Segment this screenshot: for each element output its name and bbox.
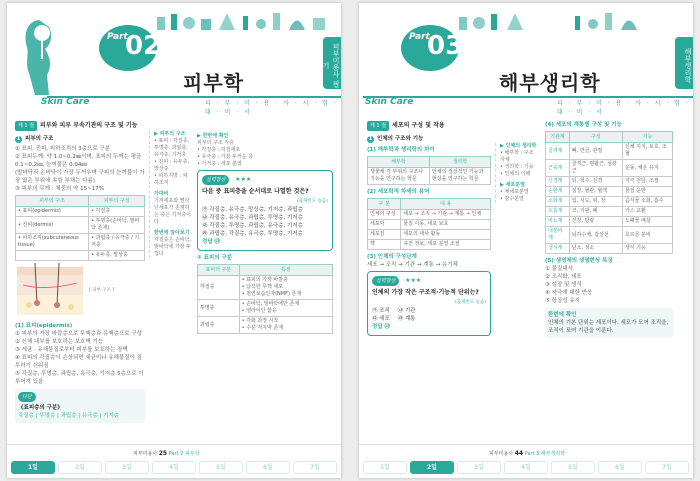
skin-structure-table: 피부의 구조 피부의 구성 • 표피(epidermis) • 각질층 • 진피(dermis) • 투명층(손바닥, 발바닥 존재) • 피하조직(subcutaneous tissue) • 과립층 / 유극층 / 기저층 • 유두층, 망상층 [15, 195, 145, 261]
chapter-side-tab: 해부생리학 [675, 37, 693, 89]
text-line: ① 표피, 진피, 피하조직의 3층으로 구분 [15, 146, 111, 152]
day-tab-4[interactable]: 4일 [152, 461, 196, 474]
skin-care-label: Skin Care [365, 97, 414, 107]
day-tabs [363, 461, 689, 474]
page-footer [359, 444, 693, 478]
day-tab-2[interactable]: 2일 [410, 461, 454, 474]
text-line: ⑤ 항상성 유지 [545, 298, 580, 304]
right-page [359, 3, 693, 478]
section-badge: 제 1 절 [15, 121, 37, 131]
subsection-heading: 1 인체의 구조와 기능 [368, 135, 424, 142]
section-title: 세포의 구성 및 작용 [392, 122, 445, 129]
cosmetics-decoration [157, 11, 333, 31]
practice-quiz: 실력향상 ★★★ 인체의 가장 작은 구조적·기능적 단위는? (출제빈도 높음) ㉮ 조직 ㉯ 기관 ㉰ 세포 ㉱ 계통 정답 ㉰ [367, 271, 491, 336]
table-row: 신경계 뇌, 척수, 신경 자극 전달, 조절 [546, 177, 673, 187]
right-column: (4) 세포의 계통별 구성 및 기능 기관계 구성 기능 골격계 뼈, 연골, 관절 신체 지지, 보호, 조혈 근육계 골격근, 평활근, 심장근 운동, 체온 유지 신경계 뇌, 척수, 신경 자극 전달, 조절 순환계 심장, 혈관, 혈액 물질 운반 소화계 입, 식도, 위, 장 음식물 소화, 흡수 호흡계 코, 기관, 폐 가스 교환 비뇨계 신장, 방광 노폐물 배설 내분비계 뇌하수체, 갑상선 호르몬 분비 생식계 난소, 정소 생식 기능 (5) 생명체의 생명현상 특징 ① 물질대사 ② 조직화, 세포 ③ 성장 및 생식 ④ 자극에 대한 반응 ⑤ 항상성 유지 한번에 확인 인체의 기본 단위는 세포이다. 세포가 모여 조직을, 조직이 모여 기관을 이룬다. [545, 121, 673, 338]
folio: 피부미용사 25 Part 2 피부학 [133, 450, 200, 457]
table-row: • 유두층, 망상층 [16, 251, 145, 261]
text-line: ③ 성장 및 생식 [545, 282, 582, 288]
day-tab-7[interactable]: 7일 [645, 461, 689, 474]
text-line: (발바닥과 손바닥이 가장 두꺼우며 구피의 눈꺼풀이 가장 얇은 부위에 속함 부채는 다름) [15, 170, 145, 184]
skin-diagram [15, 263, 85, 319]
cosmetics-decoration [455, 11, 655, 31]
table-row: 생물체 각 부위의 구조나 기능을 연구하는 학문 인체의 정상적인 기능과 현상을 연구하는 학문 [368, 168, 491, 185]
quiz-tag: 실력향상 [372, 276, 399, 286]
table-row: 생식계 난소, 정소 생식 기능 [546, 244, 673, 254]
book-subhead: 피 · 부 · 미 · 용 · 사 · 시 · 험 · 대 · 비 · 서 [205, 100, 338, 116]
day-tab-2[interactable]: 2일 [58, 461, 102, 474]
chapter-side-tab: 피부미용사 필기 [323, 37, 341, 89]
body-composition-flow: 세포 → 조직 → 기관 → 계통 → 유기체 [367, 262, 458, 268]
text-line: ⑤ 각질층, 투명층, 과립층, 유극층, 기저층 5층으로 이루어져 있음 [15, 371, 144, 385]
table-title: ③ 표피의 구분 [197, 255, 233, 261]
quiz-option: ㉯ 각질층, 유극층, 과립층, 투명층, 기저층 [202, 215, 303, 221]
text-line: ③ 세균 · 유해물질로부터 피부를 보호하는 장벽 [15, 347, 128, 353]
text-line: ① 피부의 가장 바깥층으로 무핵층과 유핵층으로 구성 [15, 331, 142, 337]
day-tab-4[interactable]: 4일 [504, 461, 548, 474]
summary-box: 한번에 확인 인체의 기본 단위는 세포이다. 세포가 모여 조직을, 조직이 모여 기관을 이룬다. [545, 308, 673, 338]
section-badge: 제 1 절 [367, 121, 389, 131]
quiz-option: ㉰ 세포 [372, 316, 390, 322]
table-row: • 진피(dermis) • 투명층(손바닥, 발바닥 존재) [16, 217, 145, 234]
table-row: 세포막 물질 이동, 세포 보호 [368, 220, 491, 230]
difficulty-stars: ★★★ [235, 176, 252, 183]
quiz-tag: 실력향상 [202, 175, 229, 185]
day-tab-1[interactable]: 1일 [363, 461, 407, 474]
left-page [7, 3, 341, 478]
quiz-answer: 정답 ㉰ [372, 324, 391, 330]
section-heading [15, 121, 145, 131]
section-title: 피부와 피부 부속기관의 구조 및 기능 [40, 122, 138, 129]
table-row: • 표피(epidermis) • 각질층 [16, 207, 145, 217]
cell-terms-table: 구 분 내 용 인체의 구성 세포 → 조직 → 기관 → 계통 → 인체 세포막 물질 이동, 세포 보호 세포질 세포의 대사 활동 핵 유전 정보, 세포 분열 조절 [367, 198, 491, 250]
main-column: 제 1 절 세포의 구성 및 작용 1 인체의 구조와 기능 (1) 해부학과 생리학의 차이 해부학 생리학 생물체 각 부위의 구조나 기능을 연구하는 학문 인체의 정상적인 기능과 현상을 연구하는 학문 (2) 세포학적 차세의 용어 구 분 내 용 인체의 구성 세포 → 조직 → 기관 → 계통 → 인체 세포막 물질 이동, 세포 보호 세포질 세포의 대사 활동 핵 유전 정보, 세포 분열 조절 (3) 인체의 구성단계 세포 → 조직 → 기관 → 계통 → 유기체 실력향상 ★★★ 인체의 가장 작은 구조적·기능적 단위는? (출제빈도 높음) ㉮ 조직 ㉯ 기관 ㉰ 세포 ㉱ 계통 정답 ㉰ [367, 121, 491, 336]
text-line: ② 조직화, 세포 [545, 274, 582, 280]
text-line: ② 표피두께: 약 1.0~0.2㎜이며, 표피의 두께는 평균 0.1~0.2㎜, 눈꺼풀은 0.04㎜ [15, 154, 142, 168]
text-line: ① 물질대사 [545, 266, 573, 272]
quiz-option: ㉰ 각질층, 투명층, 과립층, 유극층, 기저층 [202, 223, 303, 229]
subsection-heading: (1) 표피(epidermis) [15, 323, 73, 329]
quiz-answer: 정답 ㉰ [202, 239, 221, 245]
table-row: 소화계 입, 식도, 위, 장 음식물 소화, 흡수 [546, 197, 673, 207]
practice-quiz: 실력향상 ★★★ 다음 중 표피층을 순서대로 나열한 것은? (출제빈도 높음) ㉮ 각질층, 유극층, 망상층, 기저층, 과립층 ㉯ 각질층, 유극층, 과립층, 투명층, 기저층 ㉰ 각질층, 투명층, 과립층, 유극층, 기저층 ㉱ 과립층, 각질층, 유극층, 투명층, 기저층 정답 ㉰ [197, 170, 333, 251]
part-number: 02 [125, 31, 162, 61]
table-row: 근육계 골격근, 평활근, 심장근 운동, 체온 유지 [546, 160, 673, 177]
quiz-option: ㉯ 기관 [397, 308, 416, 314]
section-heading [367, 121, 491, 131]
table-row: 각질층 • 표피의 가장 바깥층 • 납작한 무핵 세포 • 천연보습인자(NMF) 존재 [198, 276, 333, 300]
day-tab-5[interactable]: 5일 [551, 461, 595, 474]
tip-box: ▶ 한번에 확인 피부의 구조 각층 • 각질층 : 각질세포 • 유극층 : 가장 두꺼운 층 • 기저층 : 세포 분열 [197, 133, 254, 167]
table-row: 투명층 • 손바닥, 발바닥에만 존재 • 엘라이딘 함유 [198, 300, 333, 317]
quiz-question: 다음 중 표피층을 순서대로 나열한 것은? [202, 188, 309, 195]
page-footer [7, 444, 341, 478]
day-tab-3[interactable]: 3일 [105, 461, 149, 474]
book-subhead: 피 · 부 · 미 · 용 · 사 · 시 · 험 · 대 · 비 · 서 [557, 100, 690, 116]
text-line: ② 신체 내부를 보호하는 보호벽 기능 [15, 339, 104, 345]
day-tab-1[interactable]: 1일 [11, 461, 55, 474]
quiz-option: ㉱ 계통 [397, 316, 416, 322]
text-line: ③ 피부의 무게 : 체중의 약 15~17% [15, 186, 104, 192]
difficulty-stars: ★★★ [405, 277, 422, 284]
tag: 다단 [18, 392, 36, 402]
sidebar-notes: ▶ 인체의 생리학 • 해부학 : 구조 자체 • 생리학 : 기능 • 인체의 이해 ▶ 세포분열 • 체세포분열 • 감수분열 [495, 143, 539, 203]
text-line: ④ 표피의 각질층이 손상되면 세균이나 유해물질이 침투하기 쉬워짐 [15, 355, 142, 369]
quiz-option: ㉱ 과립층, 각질층, 유극층, 투명층, 기저층 [202, 231, 303, 237]
quiz-option: ㉮ 조직 [372, 308, 390, 314]
day-tab-3[interactable]: 3일 [457, 461, 501, 474]
epidermis-table: 표피의 구분 특징 각질층 • 표피의 가장 바깥층 • 납작한 무핵 세포 • 천연보습인자(NMF) 존재 투명층 • 손바닥, 발바닥에만 존재 • 엘라이딘 함유 과립층 • 각화 과정 시작 • 수분 저지막 존재 [197, 264, 333, 334]
part-number: 03 [427, 31, 464, 61]
anatomy-table: 해부학 생리학 생물체 각 부위의 구조나 기능을 연구하는 학문 인체의 정상적인 기능과 현상을 연구하는 학문 [367, 156, 491, 185]
table-row: 비뇨계 신장, 방광 노폐물 배설 [546, 217, 673, 227]
table-row: 내분비계 뇌하수체, 갑상선 호르몬 분비 [546, 227, 673, 244]
chapter-title: 해부생리학 [499, 71, 601, 95]
table-row: 호흡계 코, 기관, 폐 가스 교환 [546, 207, 673, 217]
woman-illustration [19, 15, 65, 97]
day-tab-7[interactable]: 7일 [293, 461, 337, 474]
main-column [15, 121, 145, 423]
quiz-option: ㉮ 각질층, 유극층, 망상층, 기저층, 과립층 [202, 207, 303, 213]
chapter-header [7, 3, 341, 115]
diagram-caption: [ 피부 구조 ] [89, 288, 115, 293]
day-tab-5[interactable]: 5일 [199, 461, 243, 474]
folio: 피부미용사 44 Part 3 해부생리학 [489, 450, 566, 457]
text-line: ④ 자극에 대한 반응 [545, 290, 593, 296]
part-label: Part [409, 32, 430, 42]
summary-box: 다단 《표피층의 구분》 각질층 | 투명층 | 과립층 | 유극층 | 기저층 [15, 389, 145, 423]
table-row: • 피하조직(subcutaneous tissue) • 과립층 / 유극층 / 기저층 [16, 234, 145, 251]
table-row: 골격계 뼈, 연골, 관절 신체 지지, 보호, 조혈 [546, 143, 673, 160]
table-row: 과립층 • 각화 과정 시작 • 수분 저지막 존재 [198, 317, 333, 334]
sidebar-notes: ▶ 피부의 구조 • 표피 : 각질층, 투명층, 과립층, 유극층, 기저층 • 진피 : 유두층, 망상층 • 피하지방 : 피하조직 가대비 기저세포와 멜라닌세포가 존재하는 층은 기저층이다 한번에 알아보기 각질층은 손바닥, 발바닥에 가장 두껍다 [149, 131, 191, 258]
quiz-question: 인체의 가장 작은 구조적·기능적 단위는? [372, 289, 479, 296]
subsection-heading: 1 피부의 구조 [16, 135, 54, 142]
part-label: Part [107, 32, 128, 42]
day-tabs [11, 461, 337, 474]
organ-systems-table: 기관계 구성 기능 골격계 뼈, 연골, 관절 신체 지지, 보호, 조혈 근육계 골격근, 평활근, 심장근 운동, 체온 유지 신경계 뇌, 척수, 신경 자극 전달, 조절 순환계 심장, 혈관, 혈액 물질 운반 소화계 입, 식도, 위, 장 음식물 소화, 흡수 호흡계 코, 기관, 폐 가스 교환 비뇨계 신장, 방광 노폐물 배설 내분비계 뇌하수체, 갑상선 호르몬 분비 생식계 난소, 정소 생식 기능 [545, 131, 673, 254]
table-row: 핵 유전 정보, 세포 분열 조절 [368, 240, 491, 250]
right-column [197, 133, 333, 336]
table-row: 순환계 심장, 혈관, 혈액 물질 운반 [546, 187, 673, 197]
day-tab-6[interactable]: 6일 [246, 461, 290, 474]
skin-care-label: Skin Care [41, 97, 90, 107]
table-row: 인체의 구성 세포 → 조직 → 기관 → 계통 → 인체 [368, 210, 491, 220]
day-tab-6[interactable]: 6일 [598, 461, 642, 474]
table-row: 세포질 세포의 대사 활동 [368, 230, 491, 240]
chapter-header [359, 3, 693, 115]
chapter-title: 피부학 [183, 71, 244, 95]
